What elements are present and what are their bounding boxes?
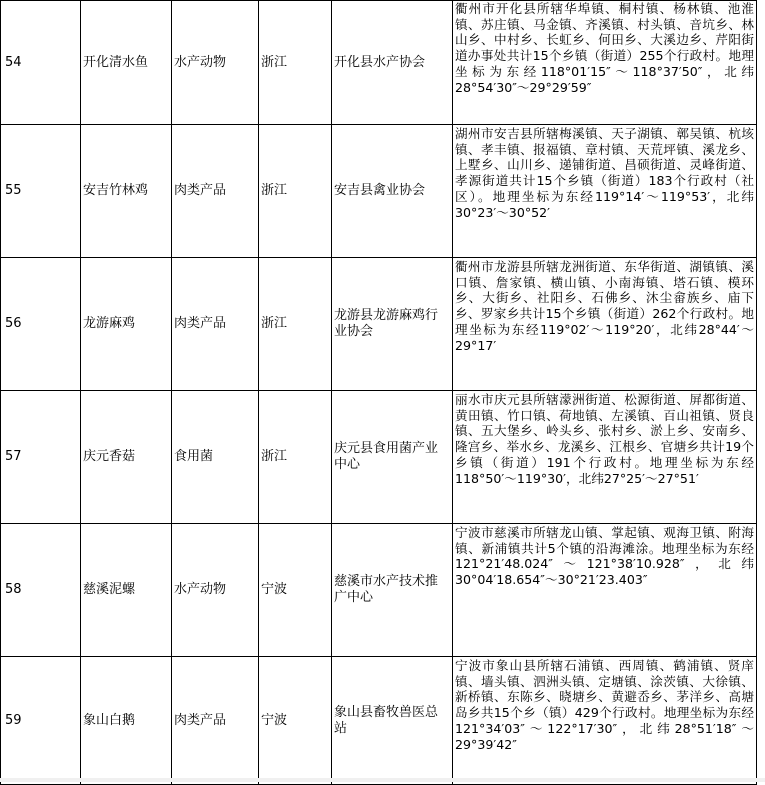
protected-area: 衢州市开化县所辖华埠镇、桐村镇、杨林镇、池淮镇、苏庄镇、马金镇、齐溪镇、村头镇、音坑乡、林山乡、中村乡、长虹乡、何田乡、大溪边乡、芹阳街道办事处共计15个乡镇（街道）255个行政村。地理坐标为东经118°01′15″～118°37′50″，北纬28°54′30″～29°29′59″ — [453, 1, 757, 125]
table-row — [1, 391, 757, 524]
applicant-org: 安吉县禽业协会 — [332, 125, 453, 258]
product-name: 庆元香菇 — [81, 391, 172, 524]
row-number: 55 — [1, 125, 81, 258]
row-number: 59 — [1, 657, 81, 785]
product-name: 慈溪泥螺 — [81, 524, 172, 657]
protected-area: 衢州市龙游县所辖龙洲街道、东华街道、湖镇镇、溪口镇、詹家镇、横山镇、小南海镇、塔石镇、模环乡、大街乡、社阳乡、石佛乡、沐尘畲族乡、庙下乡、罗家乡共计15个乡镇（街道）262个行政村。地理坐标为东经119°02′～119°20′，北纬28°44′～29°17′ — [453, 258, 757, 391]
province: 浙江 — [259, 1, 332, 125]
page-bottom-edge — [0, 778, 765, 782]
applicant-org: 象山县畜牧兽医总站 — [332, 657, 453, 785]
table-row — [1, 657, 757, 785]
row-number: 57 — [1, 391, 81, 524]
product-category: 水产动物 — [172, 524, 259, 657]
table-row — [1, 125, 757, 258]
province: 宁波 — [259, 657, 332, 785]
table-row — [1, 524, 757, 657]
table-row — [1, 1, 757, 125]
protected-area: 宁波市慈溪市所辖龙山镇、掌起镇、观海卫镇、附海镇、新浦镇共计5个镇的沿海滩涂。地理坐标为东经121°21′48.024″～121°38′10.928″，北纬30°04′18.654″～30°21′23.403″ — [453, 524, 757, 657]
product-name: 安吉竹林鸡 — [81, 125, 172, 258]
product-category: 食用菌 — [172, 391, 259, 524]
protected-area: 宁波市象山县所辖石浦镇、西周镇、鹤浦镇、贤庠镇、墙头镇、泗洲头镇、定塘镇、涂茨镇、大徐镇、新桥镇、东陈乡、晓塘乡、黄避岙乡、茅洋乡、高塘岛乡共15个乡（镇）429个行政村。地理坐标为东经121°34′03″～122°17′30″，北纬28°51′18″～29°39′42″ — [453, 657, 757, 785]
province: 浙江 — [259, 258, 332, 391]
province: 浙江 — [259, 125, 332, 258]
product-name: 象山白鹅 — [81, 657, 172, 785]
province: 宁波 — [259, 524, 332, 657]
product-category: 肉类产品 — [172, 258, 259, 391]
product-name: 龙游麻鸡 — [81, 258, 172, 391]
product-category: 肉类产品 — [172, 125, 259, 258]
row-number: 58 — [1, 524, 81, 657]
applicant-org: 开化县水产协会 — [332, 1, 453, 125]
applicant-org: 慈溪市水产技术推广中心 — [332, 524, 453, 657]
product-category: 肉类产品 — [172, 657, 259, 785]
applicant-org: 龙游县龙游麻鸡行业协会 — [332, 258, 453, 391]
province: 浙江 — [259, 391, 332, 524]
row-number: 54 — [1, 1, 81, 125]
product-category: 水产动物 — [172, 1, 259, 125]
applicant-org: 庆元县食用菌产业中心 — [332, 391, 453, 524]
table-row — [1, 258, 757, 391]
protected-area: 湖州市安吉县所辖梅溪镇、天子湖镇、鄣吴镇、杭垓镇、孝丰镇、报福镇、章村镇、天荒坪镇、溪龙乡、上墅乡、山川乡、递铺街道、昌硕街道、灵峰街道、孝源街道共计15个乡镇（街道）183个行政村（社区）。地理坐标为东经119°14′～119°53′，北纬30°23′～30°52′ — [453, 125, 757, 258]
row-number: 56 — [1, 258, 81, 391]
protected-area: 丽水市庆元县所辖濛洲街道、松源街道、屏都街道、黄田镇、竹口镇、荷地镇、左溪镇、百山祖镇、贤良镇、五大堡乡、岭头乡、张村乡、淤上乡、安南乡、隆宫乡、举水乡、龙溪乡、江根乡、官塘乡共计19个乡镇（街道）191个行政村。地理坐标为东经118°50′～119°30′，北纬27°25′～27°51′ — [453, 391, 757, 524]
product-name: 开化清水鱼 — [81, 1, 172, 125]
